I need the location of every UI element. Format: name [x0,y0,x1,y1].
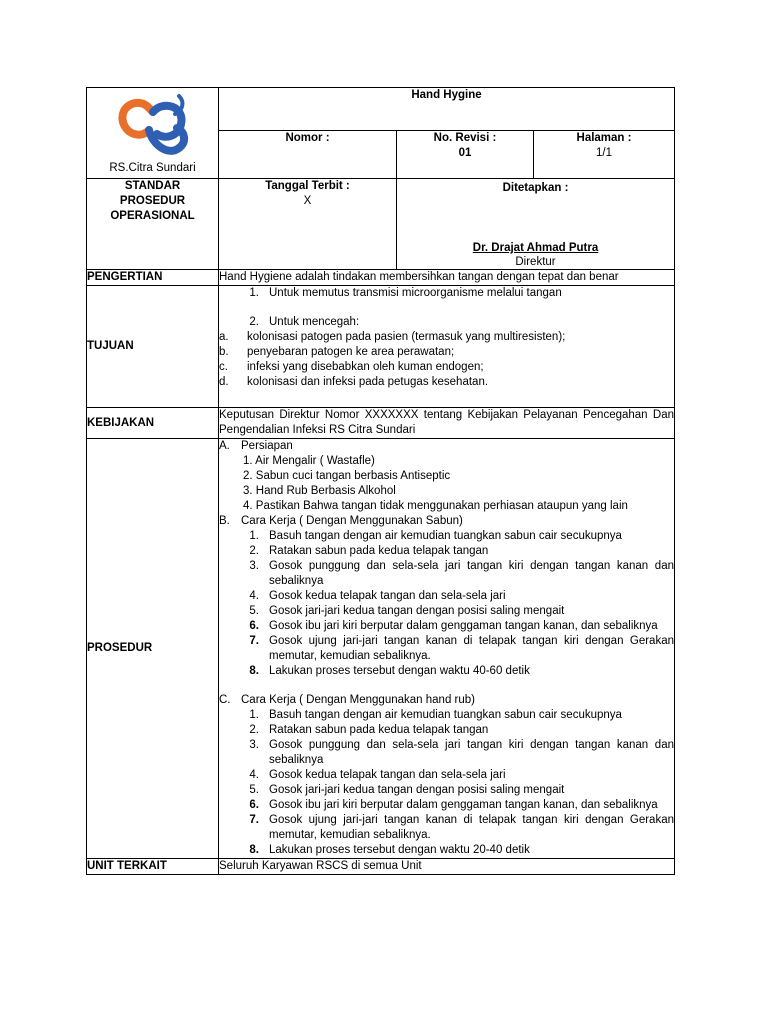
hospital-name: RS.Citra Sundari [109,162,196,174]
halaman-cell [534,130,675,178]
list-item: c. infeksi yang disebabkan oleh kuman endogen; [219,361,484,373]
list-item: 1. Basuh tangan dengan air kemudian tuangkan sabun cair secukupnya [249,709,622,721]
ditetapkan-cell [397,179,675,270]
tujuan-sublist [219,330,674,390]
sop-document [86,87,674,875]
revisi-cell [397,130,534,178]
sop-label-line: STANDAR [124,180,181,192]
tanggal-terbit-cell [219,179,397,270]
revisi-label: No. Revisi : [433,131,497,144]
list-item: a. kolonisasi patogen pada pasien (termasuk yang multiresisten); [219,331,566,343]
pengertian-label: PENGERTIAN [87,270,219,286]
section-heading: A. Persiapan [219,440,293,452]
list-item: 5. Gosok jari-jari kedua tangan dengan posisi saling mengait [249,784,565,796]
list-item: 7. Gosok ujung jari-jari tangan kanan di telapak tangan kiri dengan Gerakan memutar, kemudian sebaliknya. [249,814,674,841]
tanggal-terbit-label: Tanggal Terbit : [265,180,350,192]
cara-kerja-sabun-list [219,529,674,679]
ditetapkan-label: Ditetapkan : [502,182,569,194]
list-item: 5. Gosok jari-jari kedua tangan dengan posisi saling mengait [249,605,565,617]
list-item: 1. Untuk memutus transmisi microorganisme melalui tangan [249,287,562,299]
sop-label-line: OPERASIONAL [110,210,195,222]
list-item: 6. Gosok ibu jari kiri berputar dalam genggaman tangan kanan, dan sebaliknya [249,799,658,811]
nomor-label: Nomor : [285,131,330,144]
halaman-label: Halaman : [576,131,632,144]
logo-cell [87,88,219,179]
list-item: 2. Untuk mencegah: [249,316,360,328]
unit-terkait-label: UNIT TERKAIT [87,859,219,875]
list-item: d. kolonisasi dan infeksi pada petugas kesehatan. [219,376,489,388]
hospital-logo-icon [109,92,199,162]
pengertian-text: Hand Hygiene adalah tindakan membersihkan tangan dengan tepat dan benar [219,270,675,286]
prosedur-label: PROSEDUR [87,439,219,859]
list-item: 1. Basuh tangan dengan air kemudian tuangkan sabun cair secukupnya [249,530,622,542]
list-item: 3. Gosok punggung dan sela-sela jari tangan kiri dengan tangan kanan dan sebaliknya [249,560,674,587]
list-item: 4. Pastikan Bahwa tangan tidak menggunakan perhiasan ataupun yang lain [243,500,628,512]
prosedur-content [219,439,675,859]
sop-label [87,179,219,270]
list-item: 3. Hand Rub Berbasis Alkohol [243,485,396,497]
list-item: 8. Lakukan proses tersebut dengan waktu 40-60 detik [249,665,530,677]
persiapan-list [219,454,674,514]
list-item: 1. Air Mengalir ( Wastafle) [243,455,375,467]
list-item: b. penyebaran patogen ke area perawatan; [219,346,455,358]
director-title: Direktur [515,256,556,268]
tanggal-terbit-value: X [303,195,312,207]
list-item: 4. Gosok kedua telapak tangan dan sela-sela jari [249,769,506,781]
revisi-value: 01 [458,146,472,159]
document-title: Hand Hygine [219,88,675,131]
tujuan-label: TUJUAN [87,286,219,408]
list-item: 2. Ratakan sabun pada kedua telapak tangan [249,724,489,736]
section-heading: C. Cara Kerja ( Dengan Menggunakan hand rub) [219,694,475,706]
unit-terkait-text: Seluruh Karyawan RSCS di semua Unit [219,859,675,875]
cara-kerja-handrub-list [219,708,674,858]
list-item: 3. Gosok punggung dan sela-sela jari tangan kiri dengan tangan kanan dan sebaliknya [249,739,674,766]
director-name: Dr. Drajat Ahmad Putra [472,242,599,254]
kebijakan-label: KEBIJAKAN [87,408,219,439]
halaman-value: 1/1 [596,146,612,159]
kebijakan-text: Keputusan Direktur Nomor XXXXXXX tentang Kebijakan Pelayanan Pencegahan Dan Pengendalian Infeksi RS Citra Sundari [219,408,675,439]
list-item: 4. Gosok kedua telapak tangan dan sela-sela jari [249,590,506,602]
list-item: 2. Sabun cuci tangan berbasis Antiseptic [243,470,451,482]
sop-table [86,87,675,875]
list-item: 6. Gosok ibu jari kiri berputar dalam genggaman tangan kanan, dan sebaliknya [249,620,658,632]
section-heading: B. Cara Kerja ( Dengan Menggunakan Sabun) [219,515,463,527]
list-item: 8. Lakukan proses tersebut dengan waktu 20-40 detik [249,844,530,856]
tujuan-content [219,286,675,408]
sop-label-line: PROSEDUR [119,195,186,207]
list-item: 7. Gosok ujung jari-jari tangan kanan di telapak tangan kiri dengan Gerakan memutar, kemudian sebaliknya. [249,635,674,662]
nomor-cell [219,130,397,178]
list-item: 2. Ratakan sabun pada kedua telapak tangan [249,545,489,557]
